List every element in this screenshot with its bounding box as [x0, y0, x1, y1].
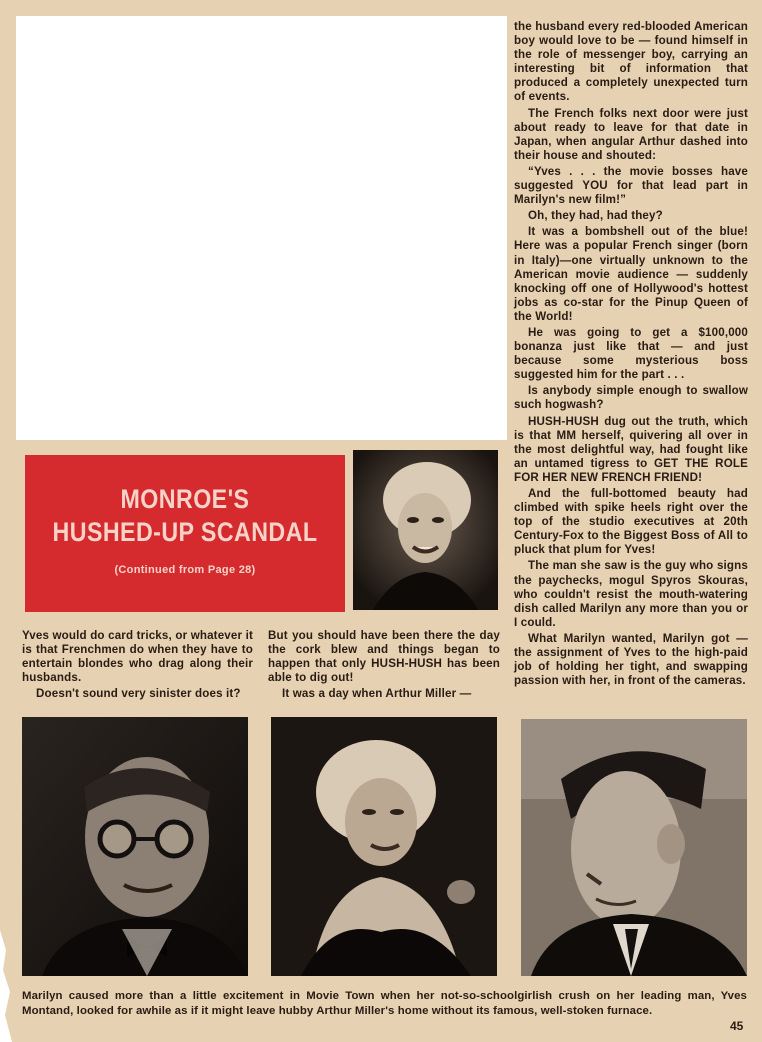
torn-corner: [0, 930, 22, 1042]
monroe-portrait-photo: [353, 450, 498, 610]
lower-middle-paragraph: But you should have been there the day the cork blew and things began to happen that only HUSH-HUSH has been able to dig out!: [268, 629, 500, 685]
lower-left-text-column: [22, 629, 253, 701]
right-text-column: [514, 20, 748, 688]
right-column-paragraph: The man she saw is the guy who signs the paychecks, mogul Spyros Skouras, who couldn't resist the mouth-watering dish called Marilyn any more than you or I could.: [514, 559, 748, 629]
right-column-paragraph: the husband every red-blooded American boy would love to be — found himself in the role of messenger boy, carrying an interesting bit of information that produced a completely unexpected turn of events.: [514, 20, 748, 104]
lower-middle-text-column: [268, 629, 500, 701]
blank-photo-area: [16, 16, 507, 440]
headline-line-1: MONROE'S: [120, 484, 250, 514]
headline-line-2: HUSHED-UP SCANDAL: [52, 517, 318, 547]
right-column-paragraph: “Yves . . . the movie bosses have suggested YOU for that lead part in Marilyn's new film!”: [514, 164, 748, 207]
headline-title: [47, 483, 322, 549]
right-column-paragraph: It was a bombshell out of the blue! Here was a popular French singer (born in Italy)—one virtually unknown to the American movie audience — suddenly knocking off one of Hollywood's hottest jobs as co-star for the Pinup Queen of the World!: [514, 225, 748, 323]
lower-left-paragraph: Yves would do card tricks, or whatever it is that Frenchmen do when they have to entertain blondes who drag along their husbands.: [22, 629, 253, 685]
headline-box: [25, 455, 345, 612]
yves-montand-photo: [521, 719, 747, 976]
marilyn-monroe-photo: [271, 717, 497, 976]
right-column-paragraph: Oh, they had, had they?: [528, 209, 663, 223]
continued-note: (Continued from Page 28): [114, 564, 256, 576]
right-column-paragraph: And the full-bottomed beauty had climbed with spike heels right over the top of the studio executives at 20th Century-Fox to the Biggest Boss of All to pluck that plum for Yves!: [514, 487, 748, 557]
photo-caption: Marilyn caused more than a little excitement in Movie Town when her not-so-schoolgirlish crush on her leading man, Yves Montand, looked for awhile as if it might leave hubby Arthur Miller's home without its famous, well-stoken furnace.: [22, 990, 747, 1017]
right-column-paragraph: HUSH-HUSH dug out the truth, which is that MM herself, quivering all over in the most delightful way, had fought like an untamed tigress to GET THE ROLE FOR HER NEW FRENCH FRIEND!: [514, 414, 748, 484]
right-column-paragraph: Is anybody simple enough to swallow such hogwash?: [514, 384, 748, 412]
lower-left-paragraph: Doesn't sound very sinister does it?: [36, 687, 241, 701]
right-column-paragraph: What Marilyn wanted, Marilyn got — the assignment of Yves to the high-paid job of holding her tight, and swapping passion with her, in front of the cameras.: [514, 631, 748, 688]
right-column-paragraph: He was going to get a $100,000 bonanza just like that — and just because some mysterious boss suggested him for the part . . .: [514, 325, 748, 382]
page-number: 45: [730, 1019, 744, 1033]
lower-middle-paragraph: It was a day when Arthur Miller —: [282, 687, 472, 701]
arthur-miller-photo: [22, 717, 248, 976]
right-column-paragraph: The French folks next door were just about ready to leave for that date in Japan, when angular Arthur dashed into their house and shouted:: [514, 106, 748, 162]
